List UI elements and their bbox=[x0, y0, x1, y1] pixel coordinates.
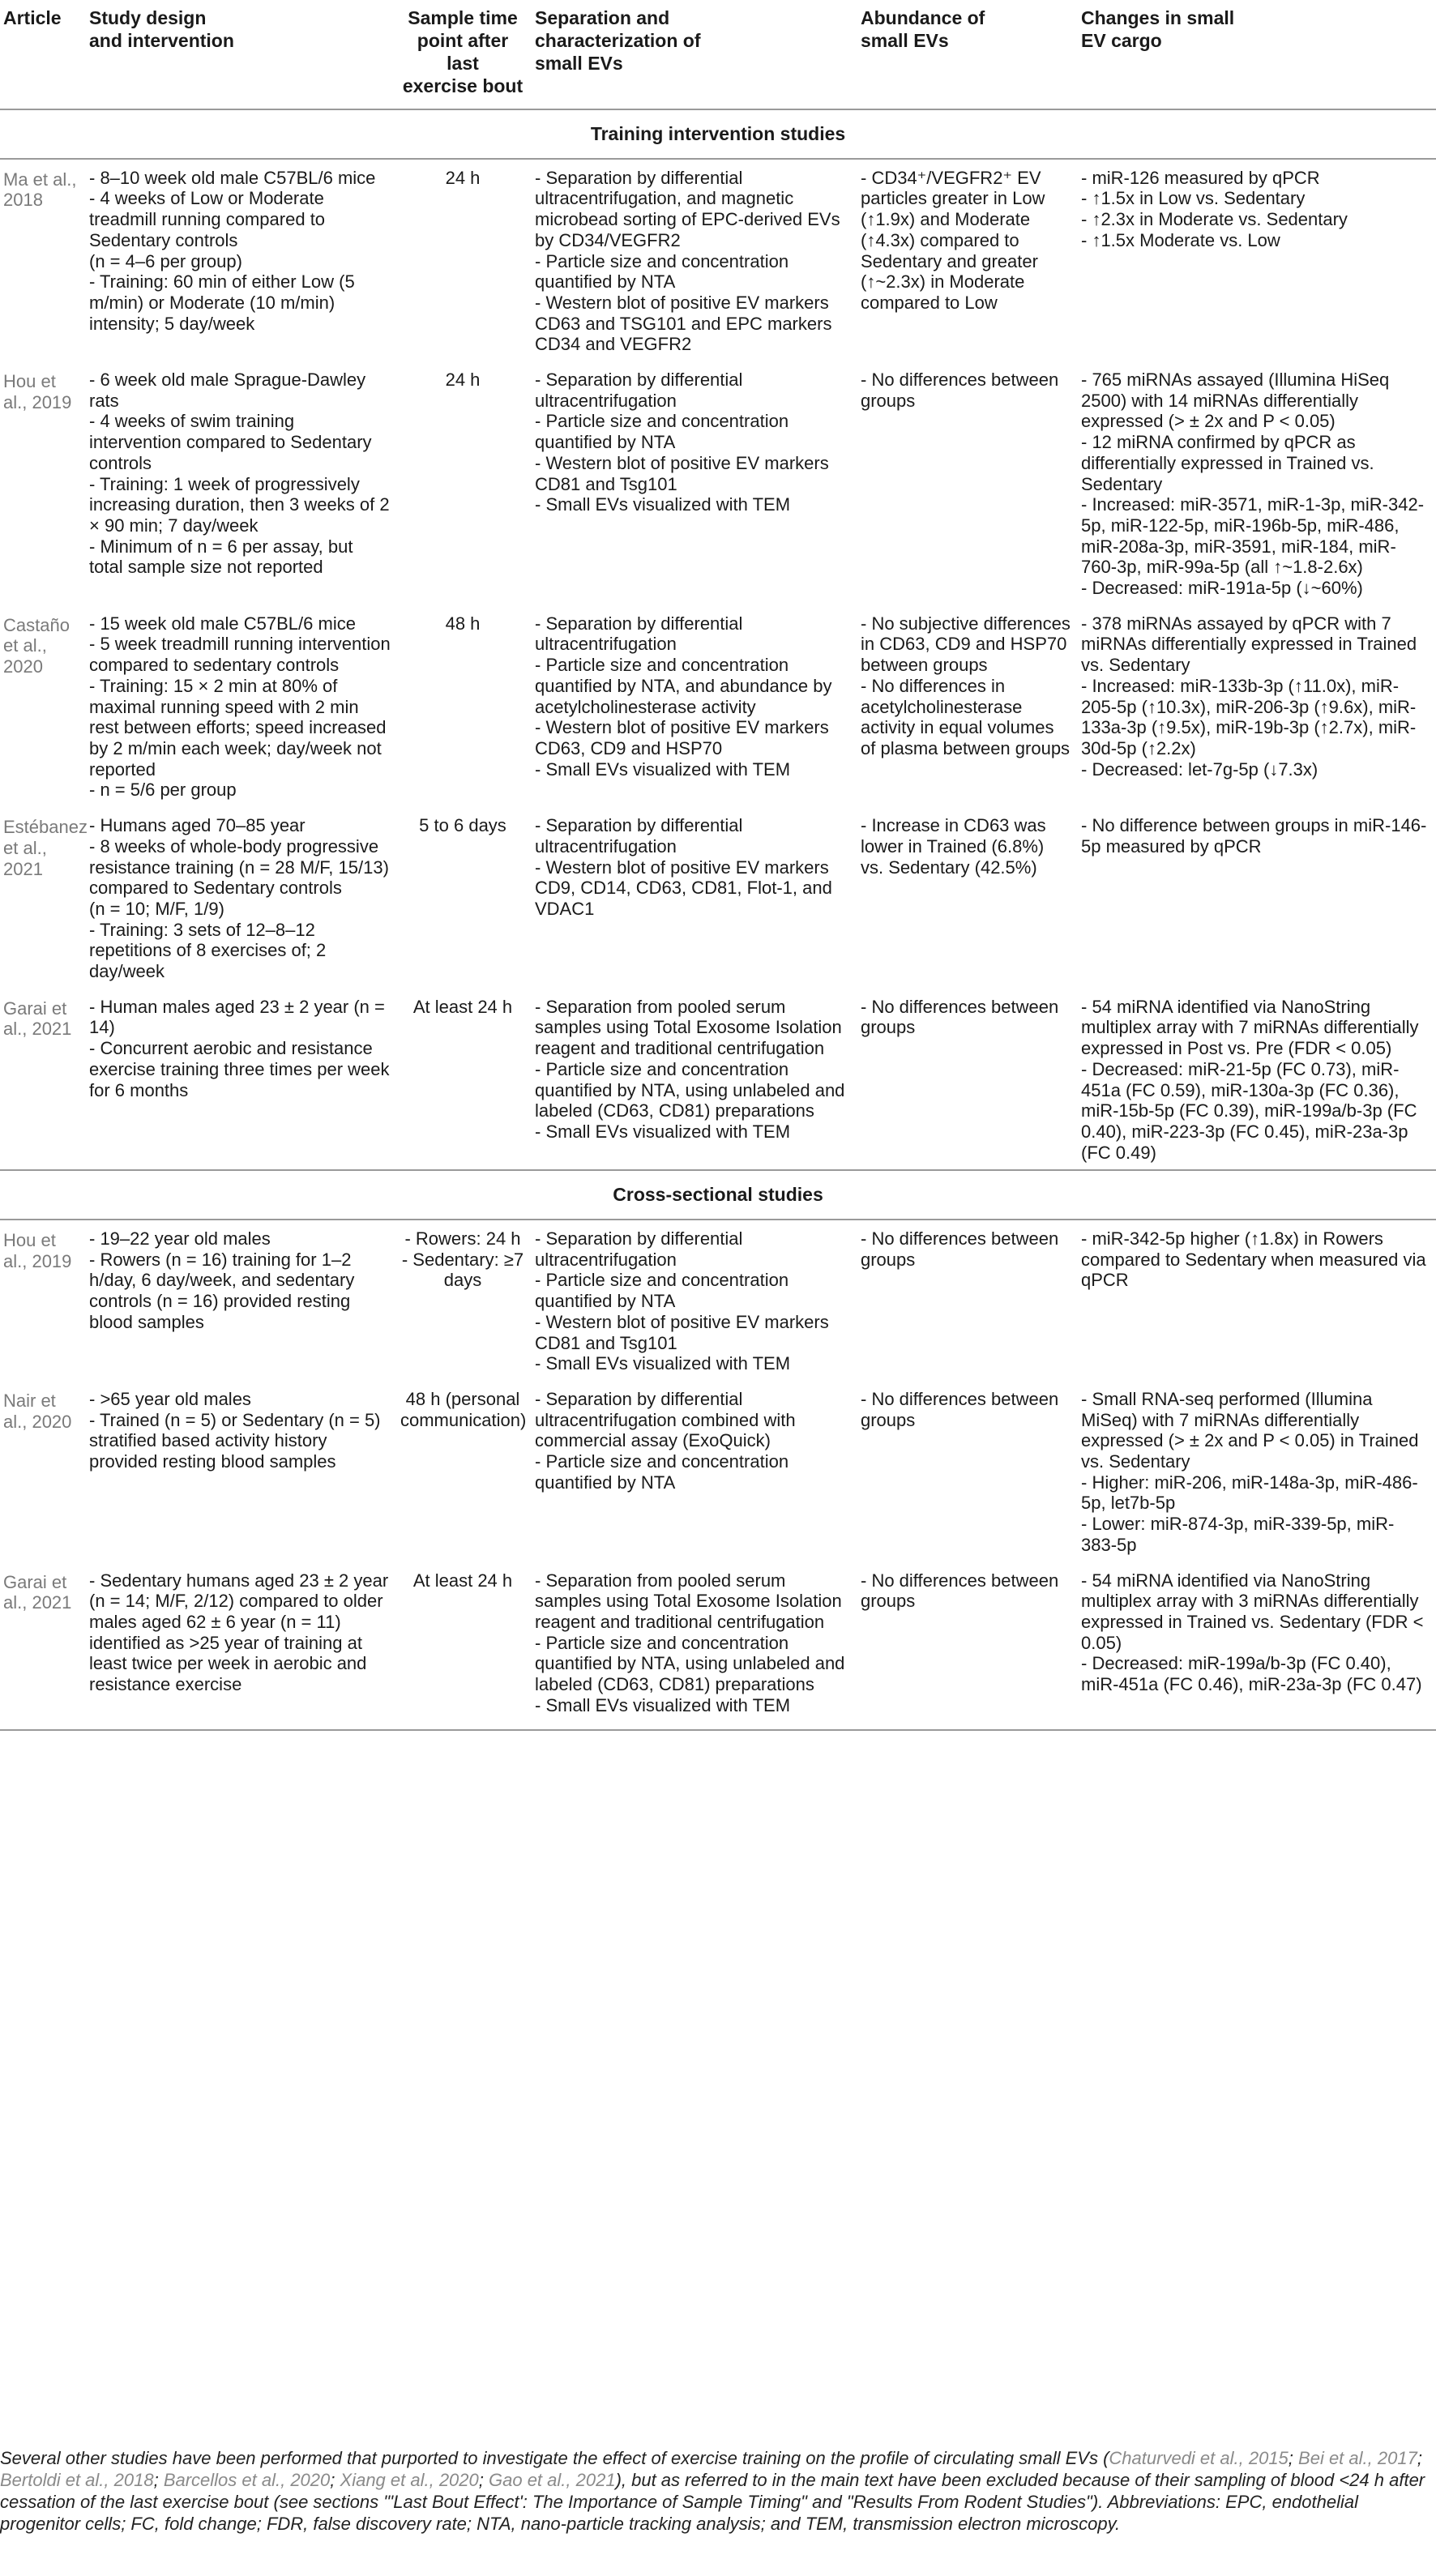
table-row bbox=[0, 989, 1436, 1171]
header-design: Study design and intervention bbox=[86, 0, 397, 109]
separation-item: - Small EVs visualized with TEM bbox=[535, 1694, 791, 1715]
separation-item: - Separation by differential ultracentrifugation, and magnetic microbead sorting of EPC-derived EVs by CD34/VEGFR2 bbox=[535, 167, 840, 250]
design-item: (n = 4–6 per group) bbox=[89, 250, 242, 271]
design-item: - >65 year old males bbox=[89, 1388, 251, 1409]
table-row bbox=[0, 361, 1436, 605]
table-footnote bbox=[0, 2447, 1433, 2535]
time-cell: - Rowers: 24 h - Sedentary: ≥7 days bbox=[401, 1228, 524, 1291]
citation-link[interactable]: Chaturvedi et al., 2015 bbox=[1109, 2448, 1289, 2468]
design-item: - 4 weeks of swim training intervention compared to Sedentary controls bbox=[89, 411, 372, 473]
citation-link[interactable]: Xiang et al., 2020 bbox=[340, 2470, 479, 2490]
table-row bbox=[0, 1220, 1436, 1381]
separation-item: - Western blot of positive EV markers CD63 and TSG101 and EPC markers CD34 and VEGFR2 bbox=[535, 292, 832, 355]
cargo-item: - Decreased: miR-199a/b-3p (FC 0.40), miR-451a (FC 0.46), miR-23a-3p (FC 0.47) bbox=[1081, 1653, 1422, 1695]
table-row bbox=[0, 159, 1436, 361]
design-item: - Rowers (n = 16) training for 1–2 h/day, 6 day/week, and sedentary controls (n = 16) provided resting blood samples bbox=[89, 1249, 355, 1332]
cargo-cell bbox=[1078, 1220, 1436, 1381]
citation-link[interactable]: Gao et al., 2021 bbox=[489, 2470, 616, 2490]
separation-cell bbox=[532, 361, 857, 605]
design-item: - Training: 3 sets of 12–8–12 repetitions of 8 exercises of; 2 day/week bbox=[89, 919, 327, 982]
cargo-item: - Decreased: let-7g-5p (↓7.3x) bbox=[1081, 758, 1318, 780]
section-header-row bbox=[0, 1170, 1436, 1220]
cargo-item: - 12 miRNA confirmed by qPCR as differentially expressed in Trained vs. Sedentary bbox=[1081, 432, 1374, 494]
table-row bbox=[0, 1562, 1436, 1730]
abundance-item: - No differences between groups bbox=[861, 370, 1059, 411]
abundance-cell bbox=[857, 807, 1078, 989]
table-row bbox=[0, 605, 1436, 807]
abundance-item: - No subjective differences in CD63, CD9 and HSP70 between groups bbox=[861, 613, 1071, 676]
cargo-item: - Higher: miR-206, miR-148a-3p, miR-486-5p, let7b-5p bbox=[1081, 1472, 1418, 1514]
separation-item: - Particle size and concentration quantified by NTA, using unlabeled and labeled (CD63, CD81) preparations bbox=[535, 1058, 845, 1121]
cargo-item: - ↑1.5x in Low vs. Sedentary bbox=[1081, 188, 1306, 209]
separation-item: - Western blot of positive EV markers CD81 and Tsg101 bbox=[535, 452, 829, 494]
cargo-cell bbox=[1078, 989, 1436, 1171]
abundance-cell bbox=[857, 159, 1078, 361]
design-item: - 19–22 year old males bbox=[89, 1228, 271, 1250]
abundance-item: - CD34⁺/VEGFR2⁺ EV particles greater in Low (↑1.9x) and Moderate (↑4.3x) compared to Sedentary and greater (↑~2.3x) in Moderate compared to Low bbox=[861, 167, 1045, 313]
separation-item: - Western blot of positive EV markers CD81 and Tsg101 bbox=[535, 1311, 829, 1353]
separation-item: - Western blot of positive EV markers CD9, CD14, CD63, CD81, Flot-1, and VDAC1 bbox=[535, 857, 832, 919]
design-item: - Minimum of n = 6 per assay, but total sample size not reported bbox=[89, 536, 353, 578]
design-item: - 6 week old male Sprague-Dawley rats bbox=[89, 370, 366, 411]
cargo-item: - miR-126 measured by qPCR bbox=[1081, 167, 1320, 188]
time-cell: At least 24 h bbox=[397, 1562, 532, 1730]
abundance-cell bbox=[857, 605, 1078, 807]
cargo-item: - miR-342-5p higher (↑1.8x) in Rowers compared to Sedentary when measured via qPCR bbox=[1081, 1228, 1426, 1291]
design-item: - Training: 15 × 2 min at 80% of maximal running speed with 2 min rest between efforts; speed increased by 2 m/min each week; day/week not reported bbox=[89, 675, 387, 780]
abundance-cell bbox=[857, 1220, 1078, 1381]
separation-item: - Separation by differential ultracentrifugation bbox=[535, 1228, 743, 1270]
design-cell bbox=[86, 989, 397, 1171]
abundance-item: - No differences between groups bbox=[861, 996, 1059, 1038]
design-cell bbox=[86, 605, 397, 807]
cargo-cell bbox=[1078, 1562, 1436, 1730]
separation-item: - Small EVs visualized with TEM bbox=[535, 1353, 791, 1374]
table-row bbox=[0, 1381, 1436, 1562]
separation-item: - Particle size and concentration quantified by NTA bbox=[535, 1270, 789, 1312]
separation-item: - Small EVs visualized with TEM bbox=[535, 758, 791, 780]
article-cell: Estébanez et al., 2021 bbox=[3, 817, 88, 879]
table-body bbox=[0, 109, 1436, 1730]
design-item: - Humans aged 70–85 year bbox=[89, 815, 306, 836]
design-item: - 5 week treadmill running intervention compared to sedentary controls bbox=[89, 634, 391, 676]
abundance-cell bbox=[857, 1562, 1078, 1730]
separation-item: - Separation from pooled serum samples using Total Exosome Isolation reagent and traditional centrifugation bbox=[535, 1570, 842, 1632]
cargo-item: - ↑1.5x Moderate vs. Low bbox=[1081, 229, 1280, 250]
design-item: - Human males aged 23 ± 2 year (n = 14) bbox=[89, 996, 385, 1038]
separation-item: - Separation by differential ultracentrifugation bbox=[535, 370, 743, 411]
abundance-item: - No differences in acetylcholinesterase activity in equal volumes of plasma between groups bbox=[861, 675, 1071, 758]
article-cell: Ma et al., 2018 bbox=[3, 169, 77, 211]
design-cell bbox=[86, 1220, 397, 1381]
separation-item: - Particle size and concentration quantified by NTA, and abundance by acetylcholinesterase activity bbox=[535, 655, 832, 717]
design-cell bbox=[86, 1562, 397, 1730]
separation-item: - Separation from pooled serum samples using Total Exosome Isolation reagent and traditional centrifugation bbox=[535, 996, 842, 1059]
footnote-tail: ), but as referred to in the main text have been excluded because of their sampling of blood <24 h after cessation of the last exercise bout (see sections "'Last Bout Effect': The Importance of Sample Timing" and "Results From Rodent Studies"). Abbreviations: EPC, endothelial progenitor cells; FC, fold change; FDR, false discovery rate; NTA, nano-particle tracking analysis; and TEM, transmission electron microscopy. bbox=[0, 2470, 1425, 2534]
separation-item: - Separation by differential ultracentrifugation bbox=[535, 613, 743, 655]
table-row bbox=[0, 807, 1436, 989]
abundance-cell bbox=[857, 1381, 1078, 1562]
article-cell: Nair et al., 2020 bbox=[3, 1390, 72, 1432]
cargo-item: - 54 miRNA identified via NanoString multiplex array with 7 miRNAs differentially expressed in Post vs. Pre (FDR < 0.05) bbox=[1081, 996, 1419, 1059]
time-cell: 24 h bbox=[445, 370, 481, 391]
cargo-item: - Increased: miR-133b-3p (↑11.0x), miR-205-5p (↑10.3x), miR-206-3p (↑9.6x), miR-133a-3p (↑9.5x), miR-19b-3p (↑2.7x), miR-30d-5p (↑2.2x) bbox=[1081, 675, 1417, 758]
design-cell bbox=[86, 361, 397, 605]
design-item: - Trained (n = 5) or Sedentary (n = 5) stratified based activity history provided resting blood samples bbox=[89, 1409, 381, 1472]
cargo-item: - Decreased: miR-21-5p (FC 0.73), miR-451a (FC 0.59), miR-130a-3p (FC 0.36), miR-15b-5p (FC 0.39), miR-199a/b-3p (FC 0.40), miR-223-3p (FC 0.45), miR-23a-3p (FC 0.49) bbox=[1081, 1058, 1417, 1163]
design-item: - 15 week old male C57BL/6 mice bbox=[89, 613, 356, 634]
article-cell: Garai et al., 2021 bbox=[0, 1562, 86, 1730]
cargo-item: - Decreased: miR-191a-5p (↓~60%) bbox=[1081, 578, 1363, 599]
cargo-cell bbox=[1078, 807, 1436, 989]
time-cell: 48 h (personal communication) bbox=[400, 1388, 527, 1430]
separation-item: - Small EVs visualized with TEM bbox=[535, 1121, 791, 1142]
time-cell: 48 h bbox=[445, 613, 481, 634]
cargo-item: - Small RNA-seq performed (Illumina MiSeq) with 7 miRNAs differentially expressed (> ± 2x and P < 0.05) in Trained vs. Sedentary bbox=[1081, 1388, 1419, 1472]
abundance-item: - No differences between groups bbox=[861, 1570, 1059, 1612]
abundance-item: - No differences between groups bbox=[861, 1228, 1059, 1270]
time-cell: 24 h bbox=[445, 167, 481, 188]
separation-cell bbox=[532, 1220, 857, 1381]
article-cell: Hou et al., 2019 bbox=[3, 1230, 72, 1271]
header-article: Article bbox=[0, 0, 86, 109]
separation-item: - Western blot of positive EV markers CD63, CD9 and HSP70 bbox=[535, 717, 829, 758]
citation-link[interactable]: Bertoldi et al., 2018 bbox=[0, 2470, 154, 2490]
cargo-item: - Increased: miR-3571, miR-1-3p, miR-342-5p, miR-122-5p, miR-196b-5p, miR-486, miR-208a-3p, miR-3591, miR-184, miR-760-3p, miR-99a-5p (all ↑~1.8-2.6x) bbox=[1081, 494, 1425, 578]
abundance-cell bbox=[857, 361, 1078, 605]
abundance-item: - Increase in CD63 was lower in Trained (6.8%) vs. Sedentary (42.5%) bbox=[861, 815, 1046, 878]
separation-item: - Particle size and concentration quantified by NTA bbox=[535, 1451, 789, 1493]
design-item: - Concurrent aerobic and resistance exercise training three times per week for 6 months bbox=[89, 1038, 390, 1100]
header-cargo: Changes in small EV cargo bbox=[1078, 0, 1436, 109]
cargo-cell bbox=[1078, 605, 1436, 807]
header-time: Sample time point after last exercise bout bbox=[397, 0, 532, 109]
separation-cell bbox=[532, 1562, 857, 1730]
design-cell bbox=[86, 807, 397, 989]
design-item: - 8 weeks of whole-body progressive resistance training (n = 28 M/F, 15/13) compared to Sedentary controls bbox=[89, 835, 389, 899]
section-title: Cross-sectional studies bbox=[0, 1170, 1436, 1220]
abundance-cell bbox=[857, 989, 1078, 1171]
section-header-row bbox=[0, 109, 1436, 159]
time-cell: 5 to 6 days bbox=[419, 815, 506, 836]
cargo-cell bbox=[1078, 361, 1436, 605]
header-row bbox=[0, 0, 1436, 109]
section-title: Training intervention studies bbox=[0, 109, 1436, 159]
separation-cell bbox=[532, 989, 857, 1171]
separation-item: - Small EVs visualized with TEM bbox=[535, 494, 791, 515]
cargo-item: - 765 miRNAs assayed (Illumina HiSeq 2500) with 14 miRNAs differentially expressed (> ± 2x and P < 0.05) bbox=[1081, 370, 1390, 432]
cargo-cell bbox=[1078, 1381, 1436, 1562]
article-cell: Garai et al., 2021 bbox=[3, 998, 72, 1040]
separation-item: - Particle size and concentration quantified by NTA, using unlabeled and labeled (CD63, CD81) preparations bbox=[535, 1632, 845, 1695]
design-cell bbox=[86, 159, 397, 361]
article-cell: Castaño et al., 2020 bbox=[3, 614, 70, 677]
header-separation: Separation and characterization of small EVs bbox=[532, 0, 857, 109]
separation-item: - Particle size and concentration quantified by NTA bbox=[535, 250, 789, 293]
separation-item: - Particle size and concentration quantified by NTA bbox=[535, 411, 789, 453]
time-cell: At least 24 h bbox=[412, 996, 513, 1017]
separation-cell bbox=[532, 605, 857, 807]
cargo-item: - 378 miRNAs assayed by qPCR with 7 miRNAs differentially expressed in Trained vs. Sedentary bbox=[1081, 613, 1417, 676]
cargo-item: - Lower: miR-874-3p, miR-339-5p, miR-383-5p bbox=[1081, 1514, 1395, 1555]
article-cell: Hou et al., 2019 bbox=[3, 371, 72, 412]
design-item: - Training: 60 min of either Low (5 m/min) or Moderate (10 m/min) intensity; 5 day/week bbox=[89, 271, 355, 334]
cargo-item: - 54 miRNA identified via NanoString multiplex array with 3 miRNAs differentially expressed in Trained vs. Sedentary (FDR < 0.05) bbox=[1081, 1570, 1424, 1653]
design-item: - 8–10 week old male C57BL/6 mice bbox=[89, 167, 376, 188]
separation-item: - Separation by differential ultracentrifugation combined with commercial assay (ExoQuick) bbox=[535, 1388, 796, 1451]
cargo-item: - No difference between groups in miR-146-5p measured by qPCR bbox=[1081, 815, 1427, 857]
separation-item: - Separation by differential ultracentrifugation bbox=[535, 815, 743, 857]
design-cell bbox=[86, 1381, 397, 1562]
header-abundance: Abundance of small EVs bbox=[857, 0, 1078, 109]
design-item: - Training: 1 week of progressively increasing duration, then 3 weeks of 2 × 90 min; 7 day/week bbox=[89, 473, 390, 536]
separation-cell bbox=[532, 159, 857, 361]
separation-cell bbox=[532, 1381, 857, 1562]
citation-link[interactable]: Bei et al., 2017 bbox=[1298, 2448, 1417, 2468]
separation-cell bbox=[532, 807, 857, 989]
cargo-cell bbox=[1078, 159, 1436, 361]
footnote-lead: Several other studies have been performed that purported to investigate the effect of exercise training on the profile of circulating small EVs ( bbox=[0, 2448, 1109, 2468]
design-item: - 4 weeks of Low or Moderate treadmill running compared to Sedentary controls bbox=[89, 188, 326, 250]
design-item: - Sedentary humans aged 23 ± 2 year (n = 14; M/F, 2/12) compared to older males aged 62 ± 6 year (n = 11) identified as >25 year of training at least twice per week in aerobic and resistance exercise bbox=[89, 1570, 389, 1695]
citation-link[interactable]: Barcellos et al., 2020 bbox=[163, 2470, 331, 2490]
abundance-item: - No differences between groups bbox=[861, 1388, 1059, 1430]
design-item: (n = 10; M/F, 1/9) bbox=[89, 898, 224, 919]
footnote-citations: Chaturvedi et al., 2015; Bei et al., 2017; Bertoldi et al., 2018; Barcellos et al., 2020; Xiang et al., 2020; Gao et al., 2021 bbox=[0, 2448, 1422, 2490]
cargo-item: - ↑2.3x in Moderate vs. Sedentary bbox=[1081, 209, 1348, 230]
design-item: - n = 5/6 per group bbox=[89, 780, 237, 801]
